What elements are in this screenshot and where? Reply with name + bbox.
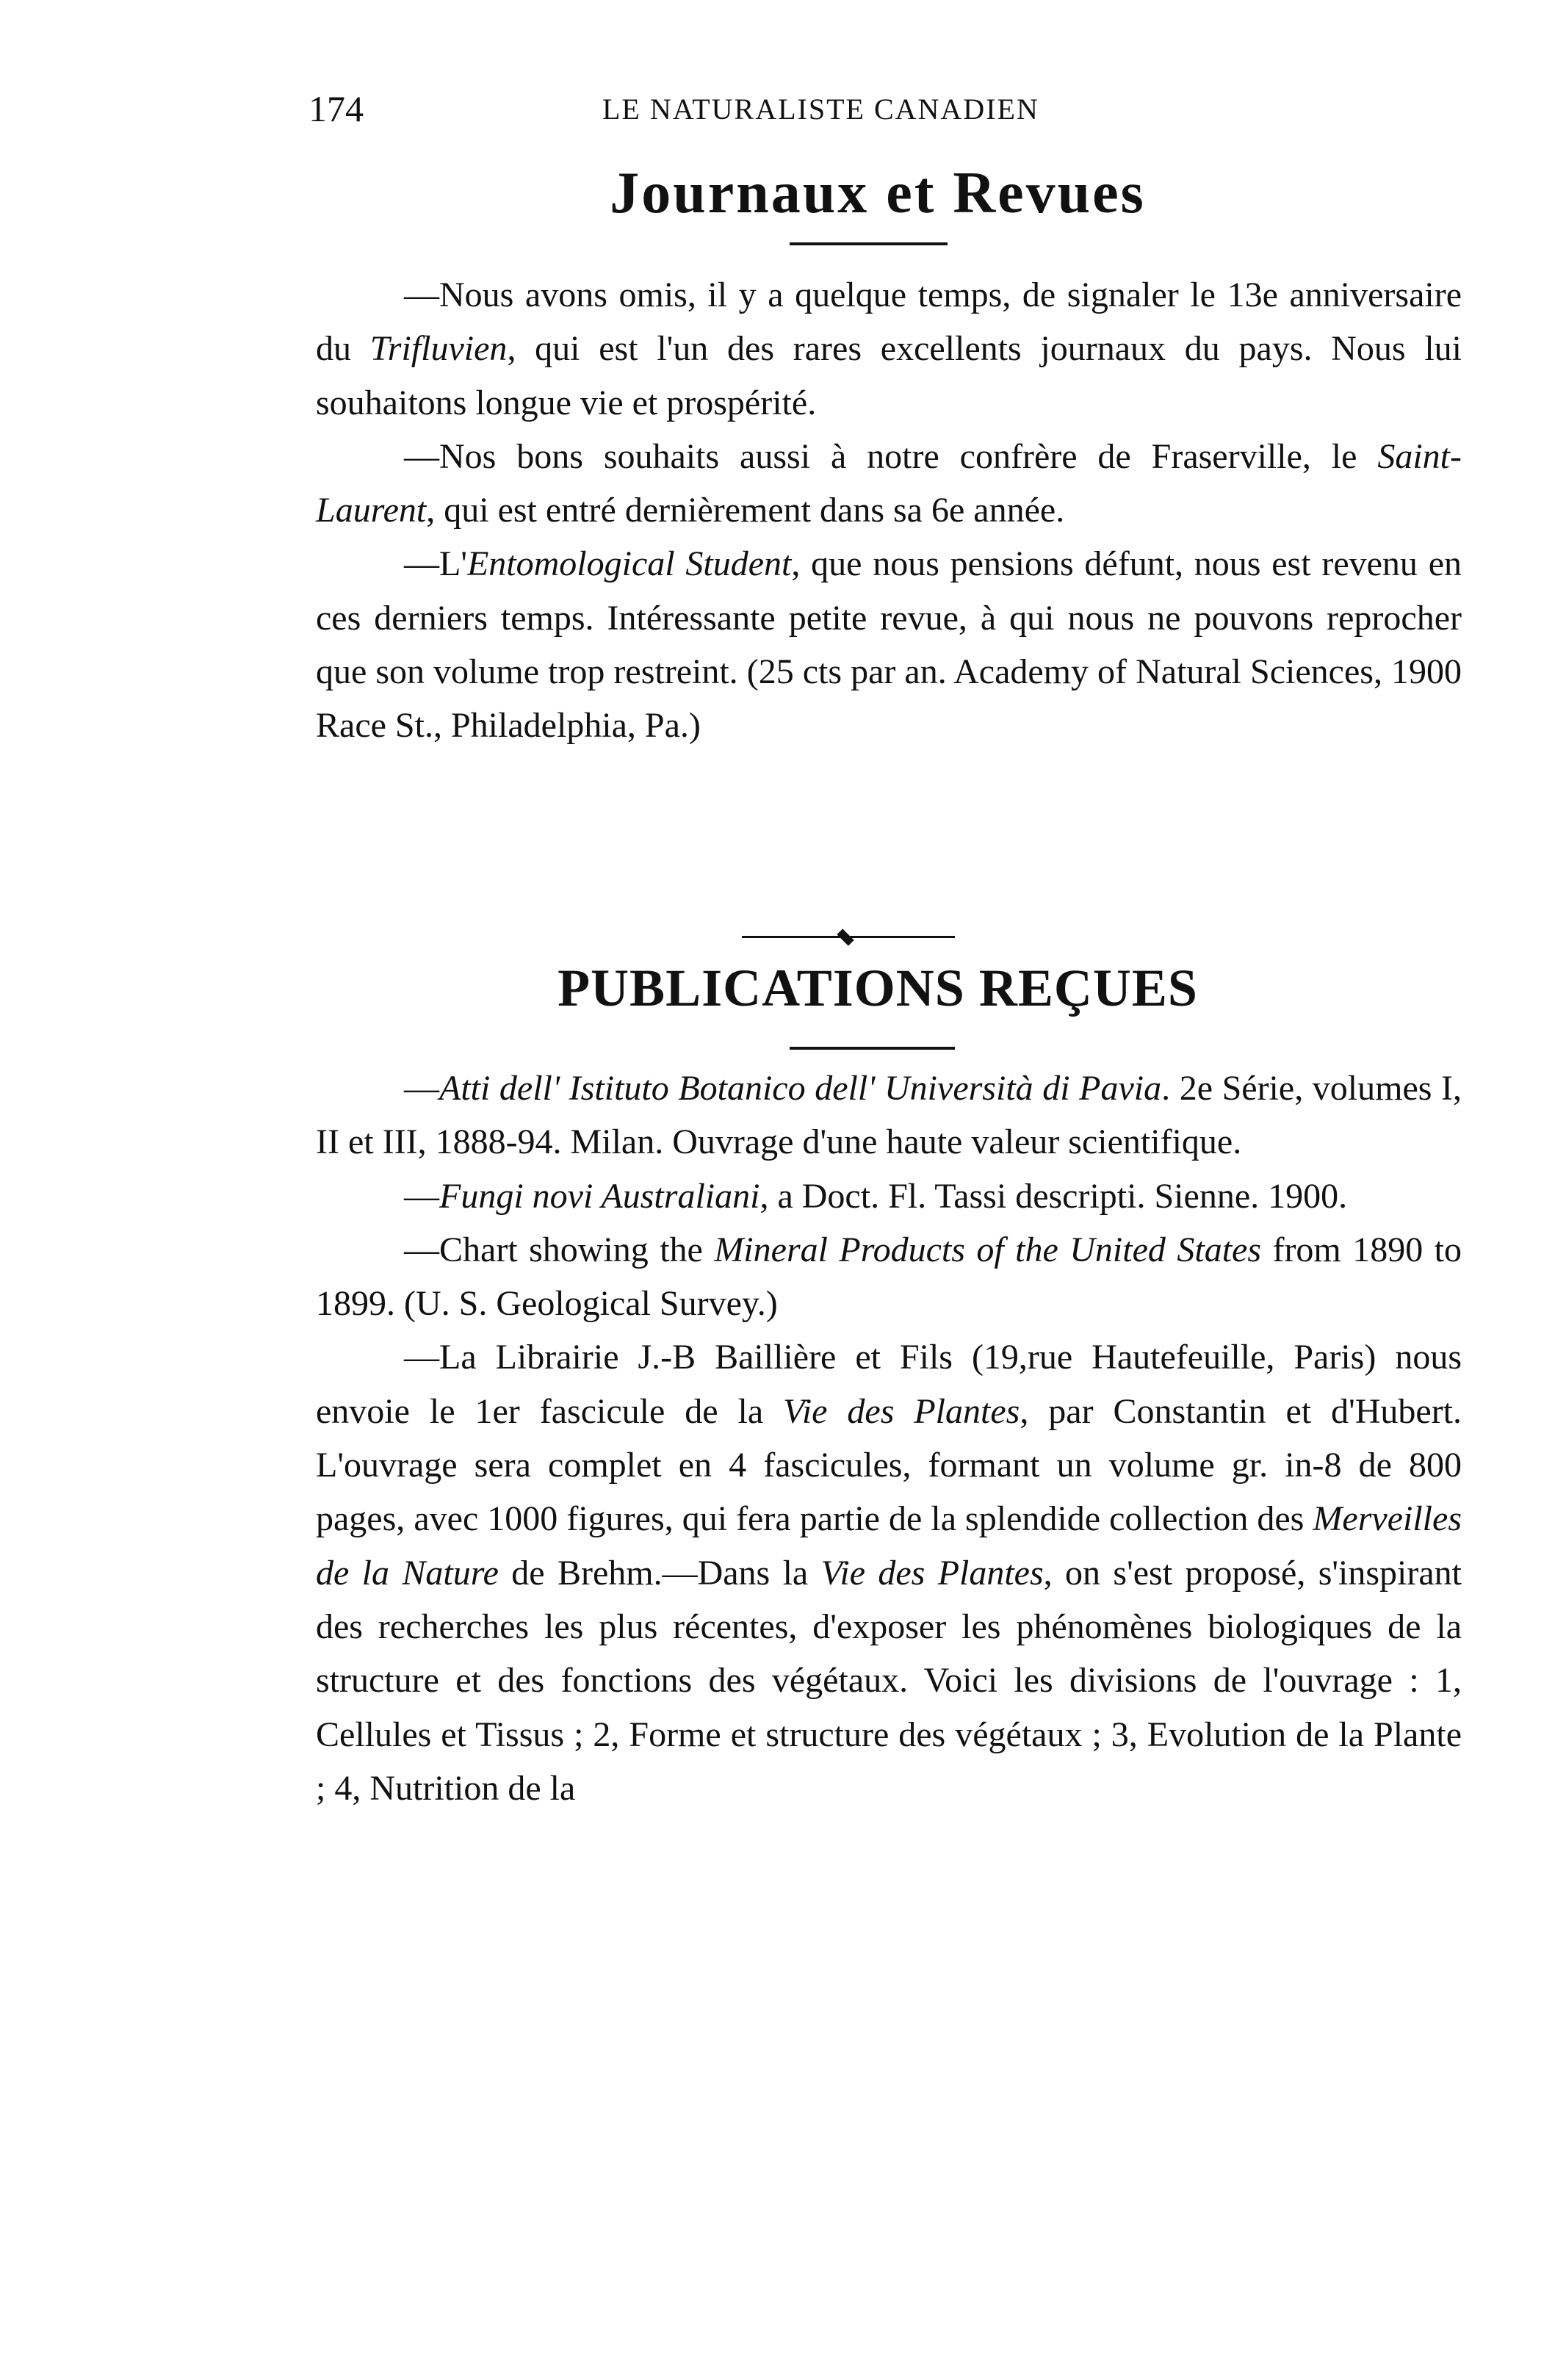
paragraph-text: , a Doct. Fl. Tassi descripti. Sienne. 1900. [759, 1176, 1348, 1216]
paragraph-text: , qui est l'un des rares excellents journaux du pays. Nous lui souhaitons longue vie et prospérité. [316, 329, 1462, 422]
paragraph [316, 268, 1462, 430]
italic-title-text: Vie des Plantes [820, 1553, 1044, 1593]
italic-title-text: Entomological Student [466, 544, 792, 584]
italic-title-text: Atti dell' Istituto Botanico dell' Università di Pavia [439, 1069, 1162, 1108]
italic-title-text: Vie des Plantes [783, 1391, 1020, 1431]
paragraph-text: from 1890 to 1899. (U. S. Geological Survey.) [316, 1230, 1462, 1324]
italic-title-text: Saint-Laurent [316, 436, 1462, 530]
journaux-section-body [316, 268, 1462, 753]
paragraph-text: de Brehm.—Dans la [498, 1553, 821, 1593]
section-divider-ornament [837, 928, 854, 945]
italic-title-text: Fungi novi Australiani [439, 1176, 760, 1216]
paragraph [316, 430, 1462, 538]
paragraph [316, 1330, 1462, 1815]
paragraph-text: —Chart showing the [404, 1230, 715, 1269]
italic-title-text: Trifluvien [369, 329, 508, 369]
publications-section-body [316, 1061, 1462, 1815]
page-number: 174 [308, 88, 364, 129]
paragraph-text: , par Constantin et d'Hubert. L'ouvrage sera complet en 4 fascicules, formant un volume gr. in-8 de 800 pages, avec 1000 figures, qui fera partie de la splendide collection des [316, 1391, 1462, 1539]
paragraph-text: , que nous pensions défunt, nous est revenu en ces derniers temps. Intéressante petite revue, à qui nous ne pouvons reprocher que son volume trop restreint. (25 cts par an. Academy of Natural Sciences, 1900 Race St., Philadelphia, Pa.) [316, 544, 1462, 746]
paragraph [316, 537, 1462, 752]
section-title-publications-recues: PUBLICATIONS REÇUES [558, 959, 1198, 1017]
paragraph-text: —Nous avons omis, il y a quelque temps, de signaler le 13e anniversaire du [316, 275, 1462, 369]
paragraph-text: —L' [404, 544, 467, 584]
italic-title-text: Merveilles de la Nature [316, 1499, 1462, 1593]
title-underline-rule [790, 242, 948, 245]
paragraph-text: —La Librairie J.-B Baillière et Fils (19,rue Hautefeuille, Paris) nous envoie le 1er fascicule de la [316, 1338, 1462, 1431]
italic-title-text: Mineral Products of the United States [714, 1230, 1262, 1269]
paragraph-text: . 2e Série, volumes I, II et III, 1888-94. Milan. Ouvrage d'une haute valeur scientifique. [316, 1069, 1462, 1162]
paragraph-text: , qui est entré dernièrement dans sa 6e année. [426, 491, 1065, 530]
paragraph [316, 1169, 1462, 1223]
paragraph [316, 1061, 1462, 1169]
journal-title: LE NATURALISTE CANADIEN [602, 93, 1039, 126]
section-title-journaux-et-revues: Journaux et Revues [610, 161, 1146, 226]
paragraph-text: — [404, 1069, 439, 1108]
title-underline-rule [790, 1047, 955, 1050]
paragraph-text: —Nos bons souhaits aussi à notre confrère de Fraserville, le [404, 436, 1378, 476]
running-head [308, 87, 1454, 138]
paragraph-text: — [404, 1176, 439, 1216]
paragraph-text: , on s'est proposé, s'inspirant des recherches les plus récentes, d'exposer les phénomènes biologiques de la structure et des fonctions des végétaux. Voici les divisions de l'ouvrage : 1, Cellules et Tissus ; 2, Forme et structure des végétaux ; 3, Evolution de la Plante ; 4, Nutrition de la [316, 1553, 1462, 1808]
paragraph [316, 1223, 1462, 1331]
